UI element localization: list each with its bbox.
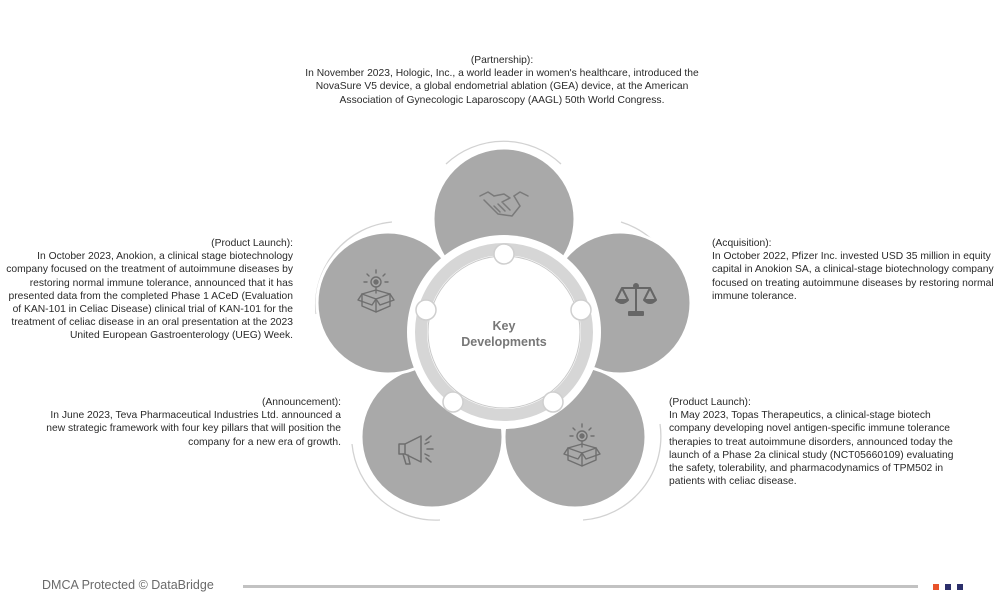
development-description: In June 2023, Teva Pharmaceutical Industries Ltd. announced a new strategic framework with four key pillars that will position the company for a new era of growth. (46, 410, 341, 448)
connector-dot-right-top (571, 300, 591, 320)
footer-divider (243, 585, 918, 588)
development-text-top (300, 54, 704, 107)
development-description: In October 2023, Anokion, a clinical stage biotechnology company focused on the treatment of autoimmune diseases by restoring normal immune tolerance, announced that it has presented data from the completed Phase 1 ACeD (Evaluation of KAN-101 in Celiac Disease) clinical trial of KAN-101 for the treatment of celiac disease in an oral presentation at the 2023 United European Gastroenterology (UEG) Week. (6, 251, 293, 342)
development-category: (Product Launch): (211, 238, 293, 249)
footer-accent-square (933, 584, 939, 590)
connector-dot-right-bottom (543, 392, 563, 412)
development-text-left-top (4, 237, 293, 343)
center-label-line1: Key (492, 319, 516, 333)
development-category: (Product Launch): (669, 397, 751, 408)
development-description: In May 2023, Topas Therapeutics, a clinical-stage biotech company developing novel antigen-specific immune tolerance therapies to treat autoimmune disorders, announced today the launch of a Phase 2a clinical study (NCT05660109) evaluating the safety, tolerability, and pharmacodynamics of TPM502 in patients with celiac disease. (669, 410, 954, 488)
footer-copyright: DMCA Protected © DataBridge (42, 578, 214, 592)
connector-dot-left-bottom (443, 392, 463, 412)
development-category: (Partnership): (470, 55, 534, 66)
connector-dot-left-top (416, 300, 436, 320)
connector-dot-top (494, 244, 514, 264)
center-label-line2: Developments (461, 335, 547, 349)
development-category: (Acquisition): (712, 238, 772, 249)
footer-accent-square (945, 584, 951, 590)
development-text-right-top (712, 237, 1004, 303)
footer-accent-square (957, 584, 963, 590)
development-description: In November 2023, Hologic, Inc., a world leader in women's healthcare, introduced the NovaSure V5 device, a global endometrial ablation (GEA) device, at the American Association of Gynecologic Laparoscopy (AAGL) 50th World Congress. (305, 68, 699, 106)
development-text-right-bottom (669, 396, 959, 488)
development-description: In October 2022, Pfizer Inc. invested USD 35 million in equity capital in Anokion SA, a clinical-stage biotechnology company focused on treating autoimmune diseases by restoring normal immune tolerance. (712, 251, 994, 302)
development-category: (Announcement): (262, 397, 341, 408)
development-text-left-bottom (40, 396, 341, 449)
